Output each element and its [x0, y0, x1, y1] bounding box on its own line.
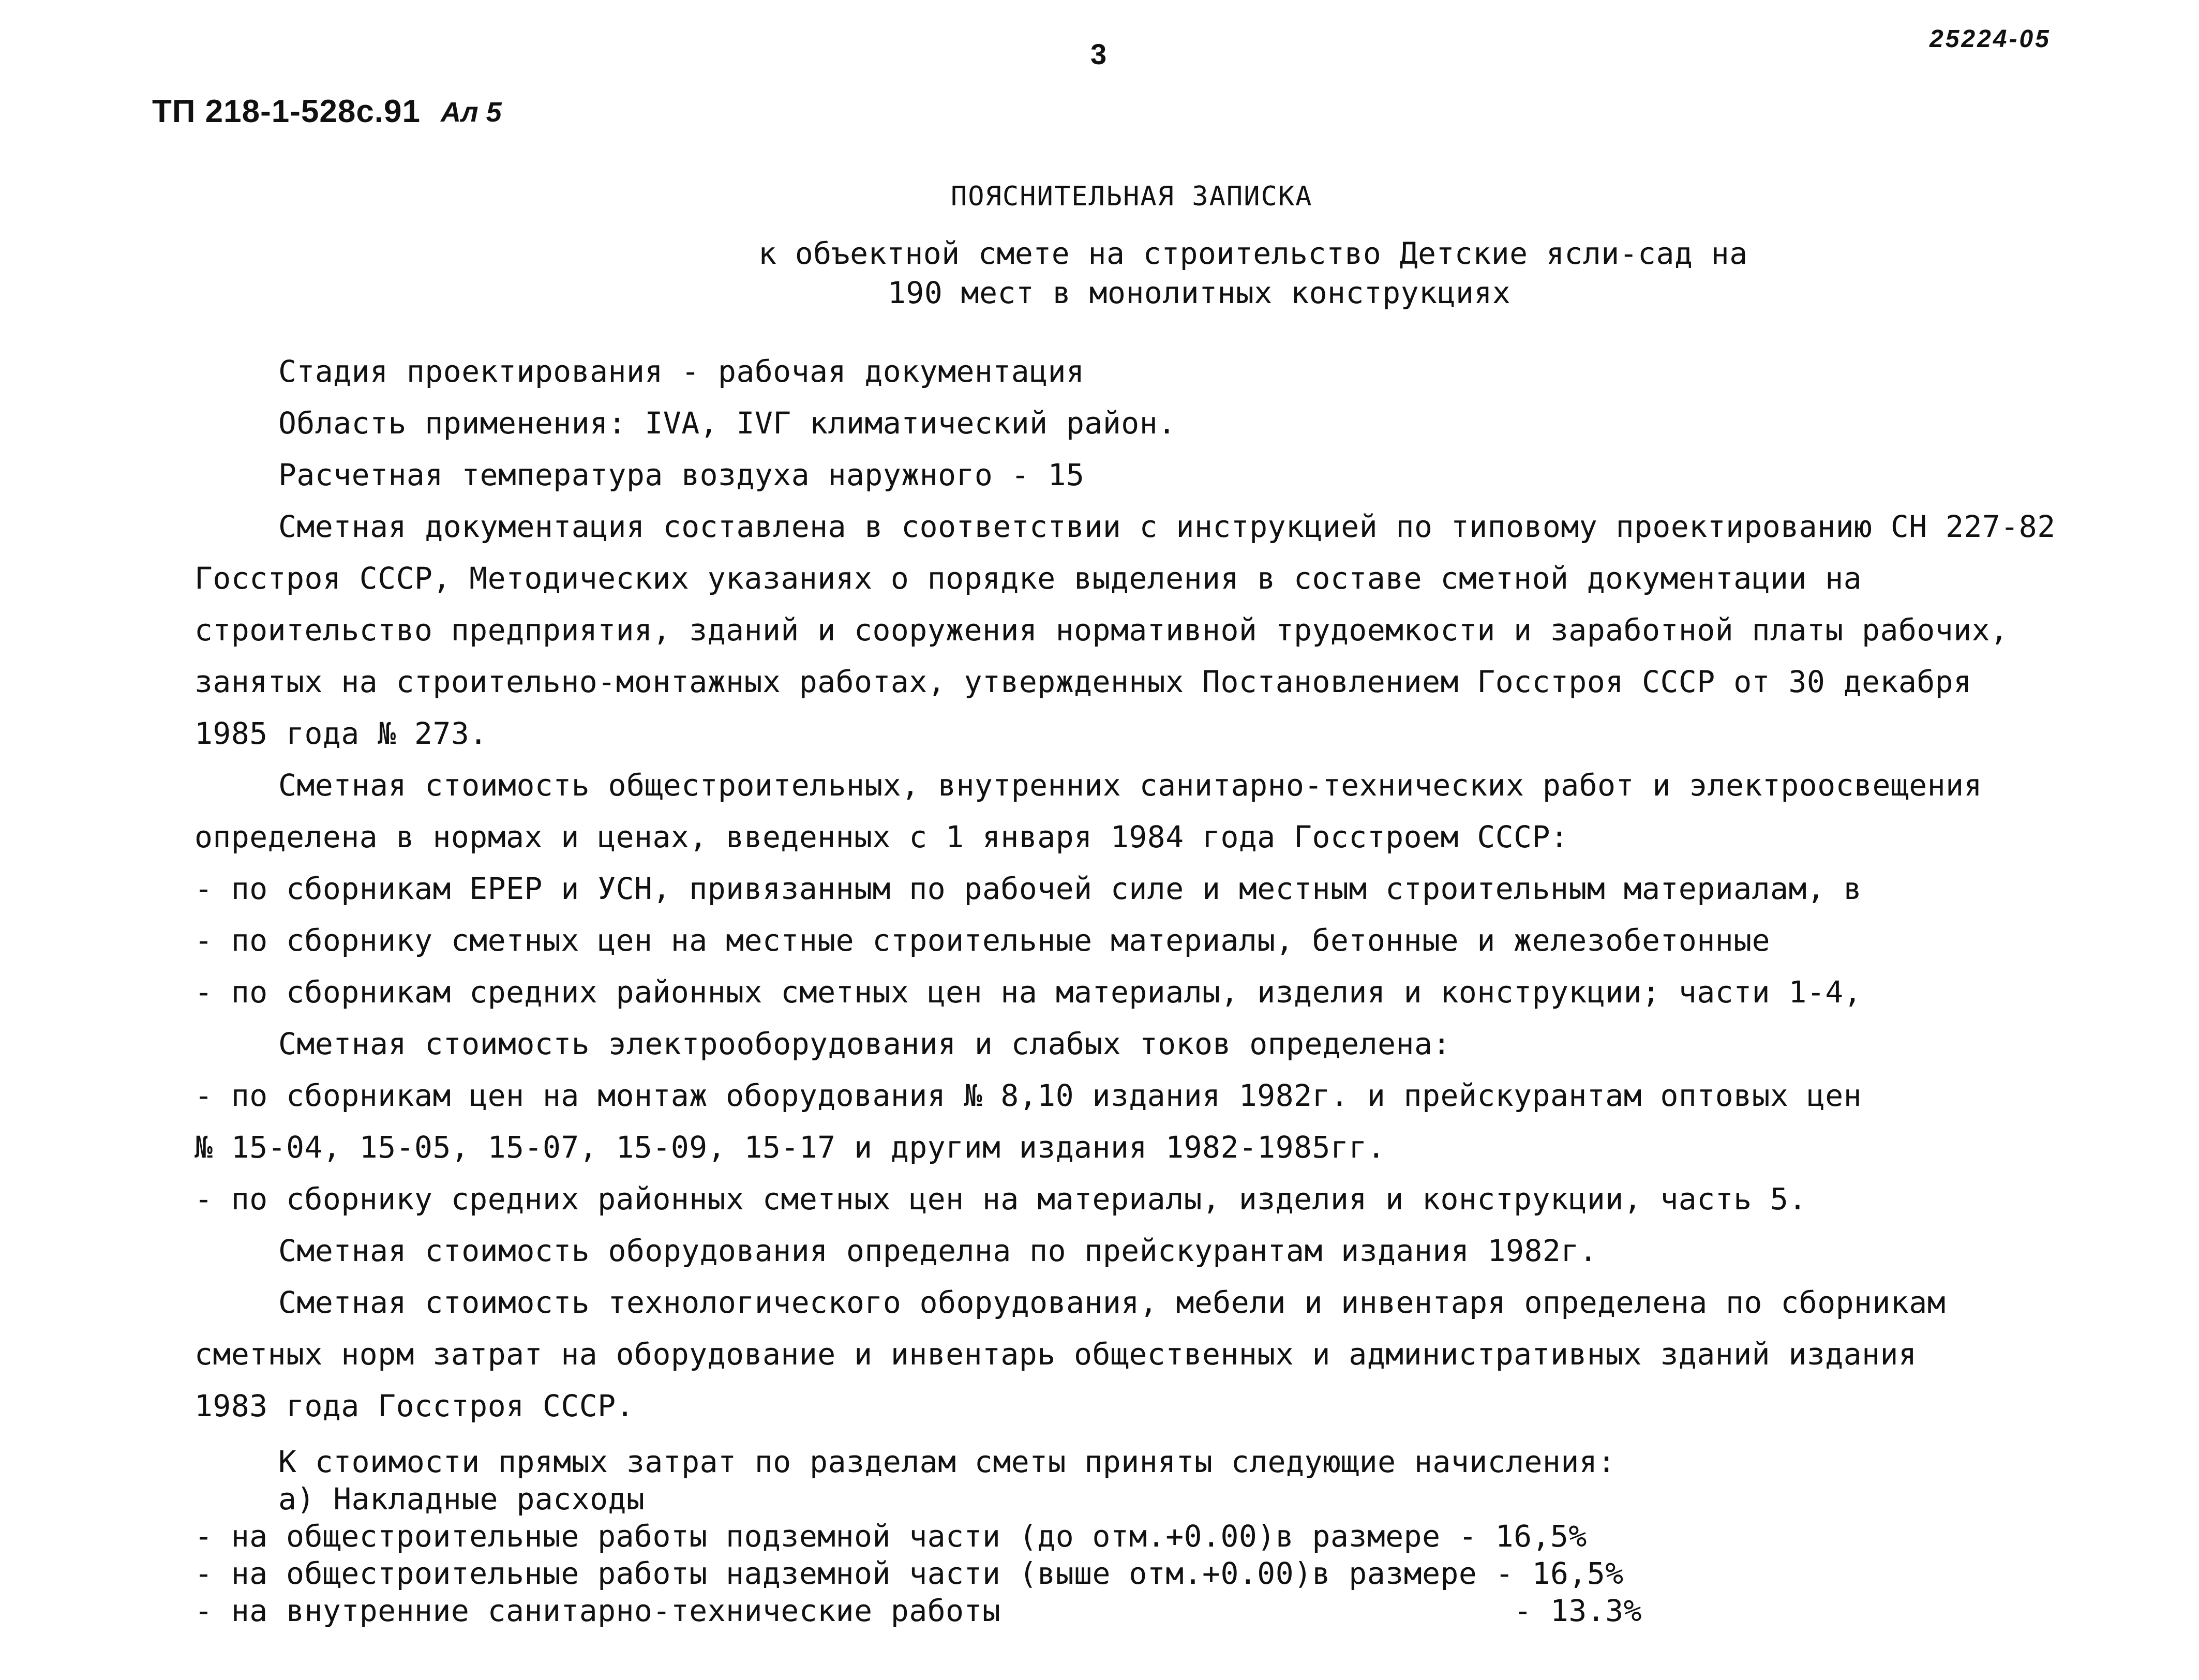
- body-line: Сметная документация составлена в соответствии с инструкцией по типовому проектированию СН 227-82: [278, 509, 2056, 544]
- title-subline-1: к объектной смете на строительство Детские ясли-сад на: [758, 236, 1748, 271]
- document-id: 25224-05: [1929, 25, 2051, 53]
- body-line: № 15-04, 15-05, 15-07, 15-09, 15-17 и другим издания 1982-1985гг.: [195, 1130, 1386, 1165]
- body-line: - на общестроительные работы надземной части (выше отм.+0.00)в размере - 16,5%: [195, 1556, 1624, 1591]
- body-line: 1983 года Госстроя СССР.: [195, 1388, 635, 1423]
- page-number: 3: [1090, 38, 1107, 70]
- sheet-label: Ал 5: [441, 97, 502, 128]
- body-line: Сметная стоимость общестроительных, внутренних санитарно-технических работ и электроосвещения: [278, 768, 1982, 803]
- body-line: Расчетная температура воздуха наружного - 15: [278, 457, 1085, 492]
- project-code: ТП 218-1-528с.91: [152, 94, 421, 129]
- body-line: занятых на строительно-монтажных работах, утвержденных Постановлением Госстроя СССР от 30 декабря: [195, 664, 1972, 699]
- body-line: сметных норм затрат на оборудование и инвентарь общественных и административных зданий издания: [195, 1337, 1917, 1372]
- body-line: Госстроя СССР, Методических указаниях о порядке выделения в составе сметной документации на: [195, 561, 1862, 596]
- title-subline-2: 190 мест в монолитных конструкциях: [888, 275, 1511, 310]
- body-line: - по сборникам цен на монтаж оборудования № 8,10 издания 1982г. и прейскурантам оптовых цен: [195, 1078, 1862, 1113]
- body-line: Стадия проектирования - рабочая документация: [278, 354, 1085, 389]
- body-line: Область применения: IVА, IVГ климатический район.: [278, 406, 1176, 441]
- body-line: Сметная стоимость электрооборудования и слабых токов определена:: [278, 1026, 1451, 1061]
- body-line: строительство предприятия, зданий и сооружения нормативной трудоемкости и заработной платы рабочих,: [195, 612, 2009, 648]
- body-line: Сметная стоимость оборудования определна по прейскурантам издания 1982г.: [278, 1233, 1598, 1268]
- body-line: Сметная стоимость технологического оборудования, мебели и инвентаря определена по сборникам: [278, 1285, 1946, 1320]
- body-line: а) Накладные расходы: [278, 1481, 645, 1517]
- body-line: 1985 года № 273.: [195, 716, 488, 751]
- body-line: - по сборнику средних районных сметных цен на материалы, изделия и конструкции, часть 5.: [195, 1181, 1807, 1217]
- body-line: - по сборнику сметных цен на местные строительные материалы, бетонные и железобетонные: [195, 923, 1771, 958]
- body-line: определена в нормах и ценах, введенных с 1 января 1984 года Госстроем СССР:: [195, 819, 1569, 854]
- body-line: - по сборникам ЕРЕР и УСН, привязанным по рабочей силе и местным строительным материалам, в: [195, 871, 1862, 906]
- document-title: ПОЯСНИТЕЛЬНАЯ ЗАПИСКА: [951, 181, 1313, 212]
- body-line: К стоимости прямых затрат по разделам сметы приняты следующие начисления:: [278, 1444, 1616, 1479]
- body-line: - на общестроительные работы подземной части (до отм.+0.00)в размере - 16,5%: [195, 1519, 1587, 1554]
- body-line: - на внутренние санитарно-технические работы - 13.3%: [195, 1593, 1642, 1628]
- body-line: - по сборникам средних районных сметных цен на материалы, изделия и конструкции; части 1-4,: [195, 974, 1862, 1010]
